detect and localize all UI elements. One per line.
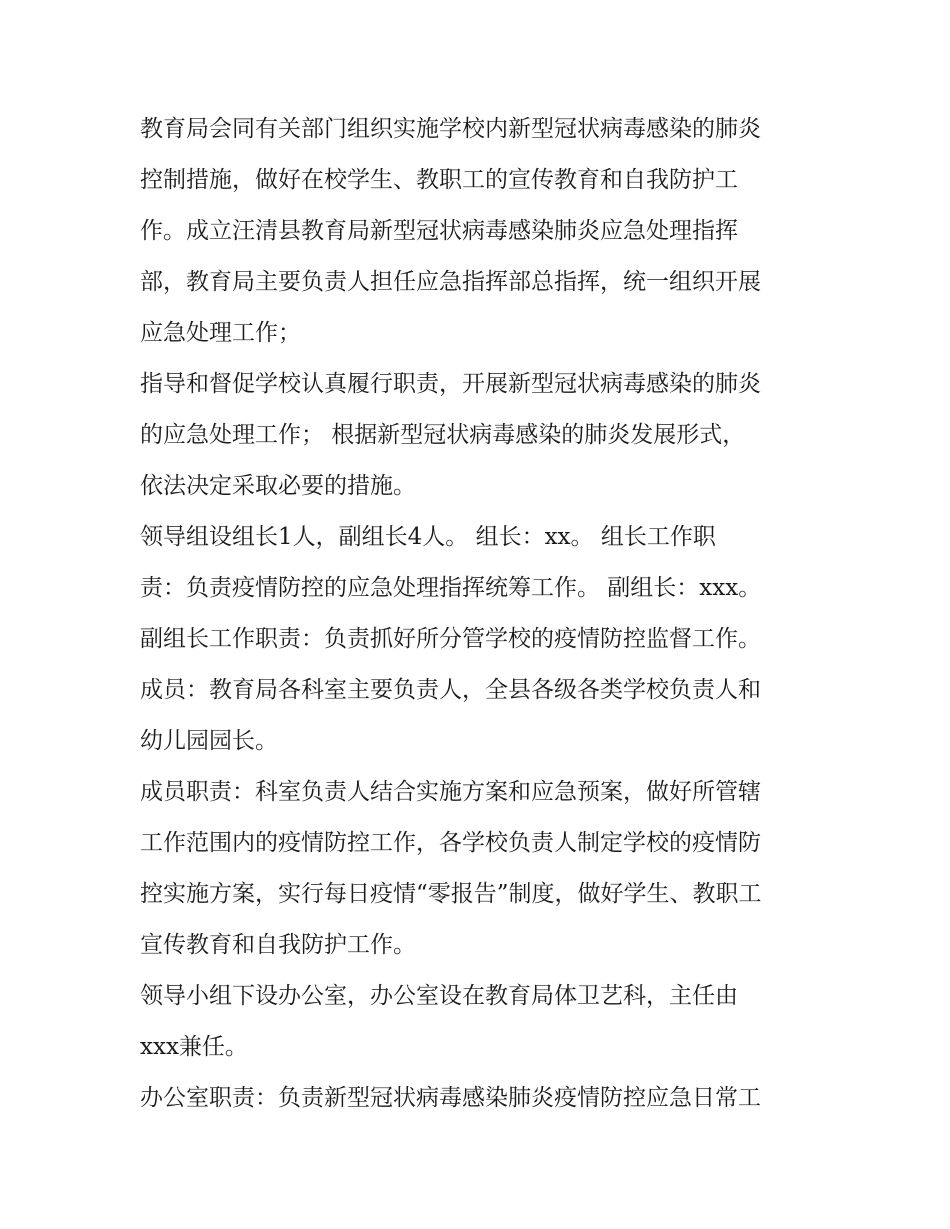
text-line: 的应急处理工作； 根据新型冠状病毒感染的肺炎发展形式，: [140, 422, 746, 448]
text-line: 依法决定采取必要的措施。: [140, 473, 416, 499]
text-line: 副组长工作职责：负责抓好所分管学校的疫情防控监督工作。: [140, 626, 761, 652]
text-line: 领导组设组长1人，副组长4人。 组长：xx。 组长工作职: [140, 524, 716, 550]
text-line: 成员：教育局各科室主要负责人，全县各级各类学校负责人和: [140, 677, 761, 703]
text-line: 部，教育局主要负责人担任应急指挥部总指挥，统一组织开展: [140, 269, 761, 295]
document-body: [140, 104, 820, 1124]
text-line: 领导小组下设办公室，办公室设在教育局体卫艺科，主任由: [140, 983, 738, 1009]
text-line: 控制措施，做好在校学生、教职工的宣传教育和自我防护工: [140, 167, 738, 193]
text-line: 责：负责疫情防控的应急处理指挥统筹工作。 副组长：xxx。: [140, 575, 762, 601]
text-line: 幼儿园园长。: [140, 728, 278, 754]
text-line: 作。成立汪清县教育局新型冠状病毒感染肺炎应急处理指挥: [140, 218, 738, 244]
text-line: xxx兼任。: [140, 1034, 248, 1060]
text-line: 工作范围内的疫情防控工作，各学校负责人制定学校的疫情防: [140, 830, 761, 856]
text-line: 宣传教育和自我防护工作。: [140, 932, 416, 958]
text-line: 控实施方案，实行每日疫情“零报告”制度，做好学生、教职工: [140, 881, 762, 907]
text-line: 应急处理工作；: [140, 320, 301, 346]
text-line: 教育局会同有关部门组织实施学校内新型冠状病毒感染的肺炎: [140, 116, 761, 142]
text-line: 指导和督促学校认真履行职责，开展新型冠状病毒感染的肺炎: [140, 371, 761, 397]
text-line: 成员职责：科室负责人结合实施方案和应急预案，做好所管辖: [140, 779, 761, 805]
text-line: 办公室职责：负责新型冠状病毒感染肺炎疫情防控应急日常工: [140, 1085, 761, 1111]
